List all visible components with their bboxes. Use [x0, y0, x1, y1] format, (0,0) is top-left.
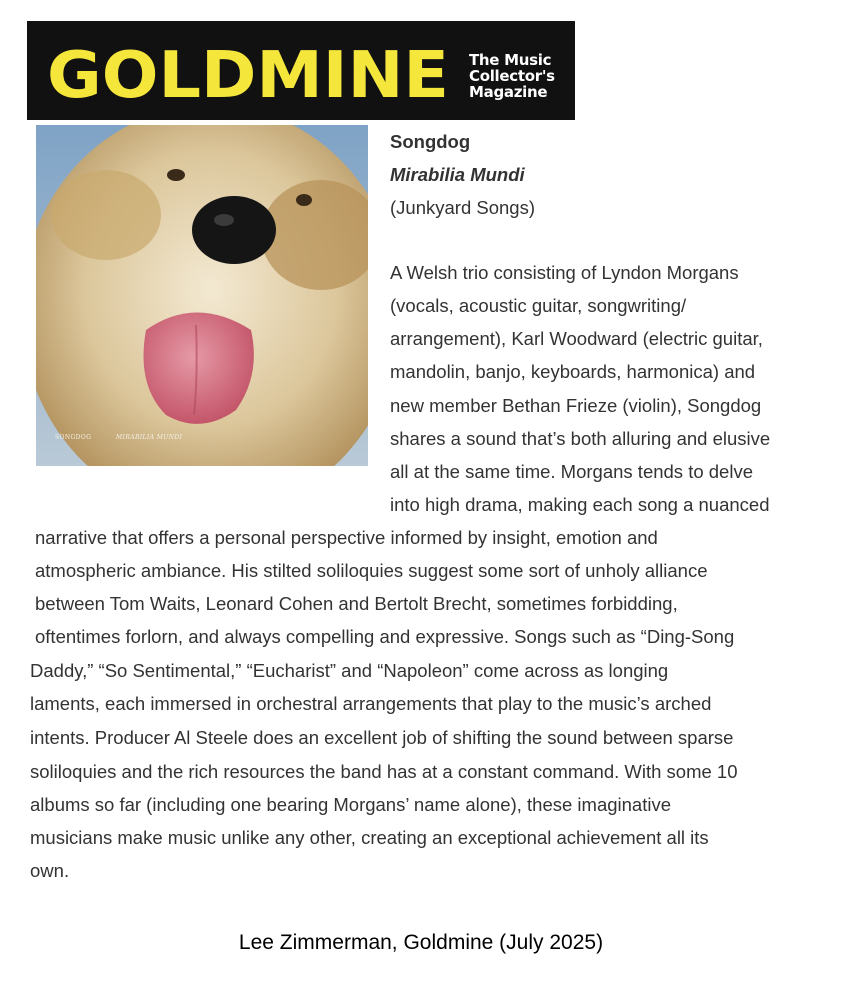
- review-artist: Songdog: [390, 131, 471, 152]
- dog-photo: [36, 125, 368, 466]
- review-line: own.: [30, 860, 70, 881]
- cover-artist-text: SONGDOG: [55, 434, 92, 441]
- review-line: oftentimes forlorn, and always compelling and expressive. Songs such as “Ding-Song: [35, 626, 735, 647]
- review-line: soliloquies and the rich resources the band has at a constant command. With some 10: [30, 761, 738, 782]
- review-line: all at the same time. Morgans tends to delve: [390, 461, 753, 482]
- cover-title-text: MIRABILIA MUNDI: [116, 434, 183, 441]
- review-credit: Lee Zimmerman, Goldmine (July 2025): [238, 931, 604, 954]
- review-line: A Welsh trio consisting of Lyndon Morgans: [390, 262, 739, 283]
- review-line: intents. Producer Al Steele does an excellent job of shifting the sound between sparse: [30, 727, 734, 748]
- review-line: (vocals, acoustic guitar, songwriting/: [390, 295, 687, 316]
- review-line: mandolin, banjo, keyboards, harmonica) and: [390, 361, 756, 382]
- review-line: new member Bethan Frieze (violin), Songdog: [390, 395, 762, 416]
- review-line: albums so far (including one bearing Morgans’ name alone), these imaginative: [30, 794, 672, 815]
- review-line: into high drama, making each song a nuanced: [390, 494, 770, 515]
- review-line: narrative that offers a personal perspective informed by insight, emotion and: [35, 527, 658, 548]
- review-line: shares a sound that’s both alluring and elusive: [390, 428, 771, 449]
- review-line: Daddy,” “So Sentimental,” “Eucharist” and “Napoleon” come across as longing: [30, 660, 669, 681]
- review-line: atmospheric ambiance. His stilted soliloquies suggest some sort of unholy alliance: [35, 560, 708, 581]
- tagline-line: The Music: [469, 51, 552, 69]
- tagline-line: Collector's: [469, 67, 555, 85]
- review-line: musicians make music unlike any other, creating an exceptional achievement all its: [30, 827, 709, 848]
- review-album-title: Mirabilia Mundi: [390, 164, 525, 185]
- review-line: arrangement), Karl Woodward (electric guitar,: [390, 328, 763, 349]
- review-label: (Junkyard Songs): [390, 197, 535, 218]
- tagline-line: Magazine: [469, 83, 548, 101]
- masthead-tagline: [469, 52, 555, 100]
- album-cover: [36, 125, 368, 466]
- masthead-banner: [27, 21, 575, 120]
- review-line: laments, each immersed in orchestral arrangements that play to the music’s arched: [30, 693, 712, 714]
- goldmine-logo-text: GOLDMINE: [47, 39, 449, 113]
- goldmine-logo: [27, 21, 467, 120]
- review-line: between Tom Waits, Leonard Cohen and Bertolt Brecht, sometimes forbidding,: [35, 593, 678, 614]
